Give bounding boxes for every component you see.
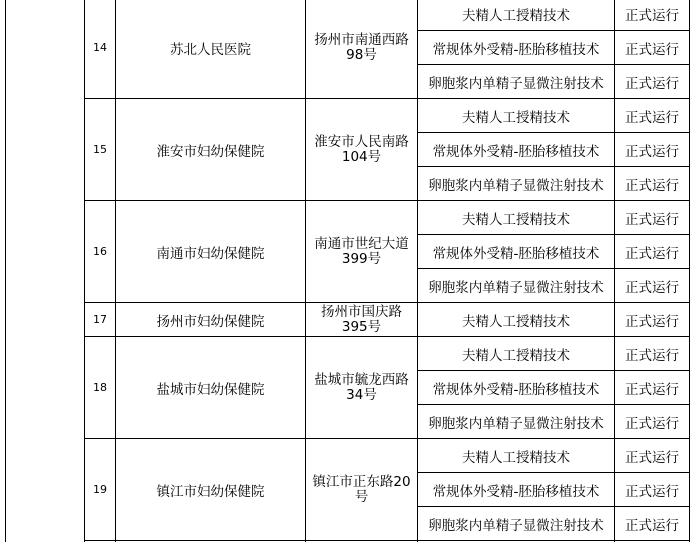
status-cell: 正式运行 bbox=[625, 245, 679, 262]
technology-name: 夫精人工授精技术 bbox=[462, 449, 570, 466]
technology-name: 夫精人工授精技术 bbox=[462, 211, 570, 228]
hospital-address: 盐城市毓龙西路34号 bbox=[314, 371, 409, 403]
technology-name: 常规体外受精-胚胎移植技术 bbox=[432, 483, 600, 500]
sub-row-line bbox=[417, 268, 690, 269]
sub-row-line bbox=[417, 64, 690, 65]
status-cell: 正式运行 bbox=[625, 41, 679, 58]
row-number: 16 bbox=[93, 245, 107, 258]
technology-name: 常规体外受精-胚胎移植技术 bbox=[432, 41, 600, 58]
sub-row-line bbox=[417, 234, 690, 235]
status-cell: 正式运行 bbox=[625, 313, 679, 330]
status-cell: 正式运行 bbox=[625, 7, 679, 24]
status-cell: 正式运行 bbox=[625, 211, 679, 228]
hospital-address: 扬州市国庆路395号 bbox=[321, 303, 402, 335]
technology-name: 常规体外受精-胚胎移植技术 bbox=[432, 381, 600, 398]
right-border-line bbox=[689, 0, 690, 542]
row-number: 17 bbox=[93, 313, 107, 326]
left-border-line bbox=[5, 0, 6, 542]
status-cell: 正式运行 bbox=[625, 75, 679, 92]
hospital-address: 南通市世纪大道399号 bbox=[314, 235, 409, 267]
row-number: 19 bbox=[93, 483, 107, 496]
hospital-address: 扬州市南通西路98号 bbox=[314, 31, 409, 63]
hospital-name: 苏北人民医院 bbox=[170, 41, 251, 58]
sub-row-line bbox=[417, 370, 690, 371]
status-cell: 正式运行 bbox=[625, 517, 679, 534]
hospital-address: 镇江市正东路20号 bbox=[312, 473, 411, 505]
sub-row-line bbox=[417, 30, 690, 31]
row-number: 14 bbox=[93, 41, 107, 54]
row-separator-line bbox=[84, 540, 690, 541]
technology-name: 夫精人工授精技术 bbox=[462, 7, 570, 24]
hospital-name: 南通市妇幼保健院 bbox=[156, 245, 265, 262]
status-cell: 正式运行 bbox=[625, 143, 679, 160]
hospital-address: 淮安市人民南路104号 bbox=[314, 133, 409, 165]
hospital-name: 淮安市妇幼保健院 bbox=[156, 143, 265, 160]
technology-name: 卵胞浆内单精子显微注射技术 bbox=[428, 279, 604, 296]
technology-name: 卵胞浆内单精子显微注射技术 bbox=[428, 75, 604, 92]
status-cell: 正式运行 bbox=[625, 415, 679, 432]
status-cell: 正式运行 bbox=[625, 109, 679, 126]
technology-name: 常规体外受精-胚胎移植技术 bbox=[432, 245, 600, 262]
technology-name: 卵胞浆内单精子显微注射技术 bbox=[428, 415, 604, 432]
hospital-name: 镇江市妇幼保健院 bbox=[156, 483, 265, 500]
sub-row-line bbox=[417, 506, 690, 507]
technology-name: 夫精人工授精技术 bbox=[462, 109, 570, 126]
row-number: 18 bbox=[93, 381, 107, 394]
technology-name: 卵胞浆内单精子显微注射技术 bbox=[428, 517, 604, 534]
technology-name: 夫精人工授精技术 bbox=[462, 347, 570, 364]
sub-row-line bbox=[417, 166, 690, 167]
status-cell: 正式运行 bbox=[625, 483, 679, 500]
technology-name: 夫精人工授精技术 bbox=[462, 313, 570, 330]
technology-name: 常规体外受精-胚胎移植技术 bbox=[432, 143, 600, 160]
status-cell: 正式运行 bbox=[625, 347, 679, 364]
status-cell: 正式运行 bbox=[625, 177, 679, 194]
technology-name: 卵胞浆内单精子显微注射技术 bbox=[428, 177, 604, 194]
status-cell: 正式运行 bbox=[625, 381, 679, 398]
hospital-name: 扬州市妇幼保健院 bbox=[156, 313, 265, 330]
status-cell: 正式运行 bbox=[625, 449, 679, 466]
row-number: 15 bbox=[93, 143, 107, 156]
status-cell: 正式运行 bbox=[625, 279, 679, 296]
sub-row-line bbox=[417, 132, 690, 133]
hospital-name: 盐城市妇幼保健院 bbox=[156, 381, 265, 398]
sub-row-line bbox=[417, 404, 690, 405]
sub-row-line bbox=[417, 472, 690, 473]
